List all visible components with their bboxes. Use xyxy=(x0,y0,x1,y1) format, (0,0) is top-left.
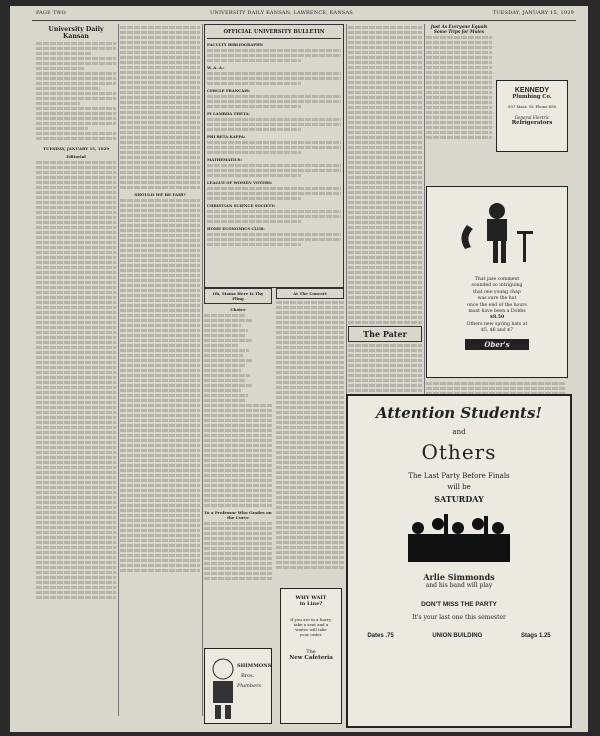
feature-column-right xyxy=(276,288,344,724)
kennedy-address: 937 Mass. St. xyxy=(508,104,535,109)
column-rule xyxy=(118,24,119,716)
bulletin-item-body xyxy=(207,187,341,200)
kennedy-tagline1: General Electric xyxy=(514,115,550,120)
bulletin-item-heading: FACULTY BIBLIOGRAPHY: xyxy=(207,42,264,47)
bulletin-item-body xyxy=(207,118,341,131)
ending-body xyxy=(204,522,272,580)
kennedy-business: Plumbing Co. xyxy=(512,94,552,100)
concert-title: At The Concert xyxy=(293,291,327,296)
feature-title-box xyxy=(204,288,272,304)
attention-others: Others xyxy=(421,440,497,464)
shimmons-trade: Plumbers xyxy=(237,683,262,689)
kennedy-kicker-top: Just As Everyone Equals xyxy=(430,24,488,29)
attention-dates: Dates .75 xyxy=(367,633,394,639)
bulletin-item-body xyxy=(207,233,341,246)
header-rule xyxy=(32,20,576,21)
dobbs-prices: $5, $6 and $7 xyxy=(480,328,513,334)
dobbs-line6: must have been a Dobbs xyxy=(468,309,526,315)
pater-title-box xyxy=(348,326,422,342)
bulletin-item-body xyxy=(207,210,341,223)
bulletin-items xyxy=(207,42,341,246)
shimmons-name: SHIMMONS xyxy=(237,663,272,669)
poem-body xyxy=(204,314,272,507)
newspaper-page xyxy=(10,6,588,732)
bulletin-item-heading: W. A. A.: xyxy=(207,65,225,70)
kennedy-kicker-bottom: Some Trips for Mules xyxy=(433,29,485,34)
cafeteria-line7: The xyxy=(306,649,316,655)
bulletin-item-body xyxy=(207,95,341,108)
column-masthead xyxy=(36,24,116,724)
cafeteria-line5: waiter will take xyxy=(295,627,327,632)
dobbs-line2: sounded so intriguing xyxy=(471,283,523,289)
ending-title: To a Professor Who Grades on the Curve xyxy=(204,510,272,520)
bulletin-item-heading: LEAGUE OF WOMEN VOTERS: xyxy=(207,180,273,185)
masthead-staff-list xyxy=(36,42,116,140)
bulletin-item-body xyxy=(207,49,341,62)
poem-title: Choice xyxy=(230,307,246,312)
page-label: PAGE TWO xyxy=(36,10,66,16)
dobbs-copy xyxy=(427,277,567,335)
shimmons-bros: Bros. xyxy=(241,673,255,679)
attention-sub1: The Last Party Before Finals xyxy=(408,472,510,480)
dobbs-line7: Others new spring hats at xyxy=(466,321,528,327)
editorial-body-bottom xyxy=(120,199,200,572)
kennedy-ad xyxy=(496,80,568,152)
bulletin-item-body xyxy=(207,141,341,154)
section-label: Editorial xyxy=(66,154,86,159)
bulletin-item-heading: CHRISTIAN SCIENCE SOCIETY: xyxy=(207,203,275,208)
running-header xyxy=(10,10,588,20)
dobbs-hat-ad xyxy=(426,186,568,378)
attention-band: Arlie Simmonds xyxy=(423,572,495,582)
bulletin-title: OFFICIAL UNIVERSITY BULLETIN xyxy=(223,29,325,35)
kennedy-name: KENNEDY xyxy=(514,87,550,94)
concert-title-box xyxy=(276,288,344,299)
paper-title: UNIVERSITY DAILY KANSAN, LAWRENCE, KANSAS xyxy=(210,10,353,16)
column-rule xyxy=(202,24,203,716)
shimmons-ad xyxy=(204,648,272,724)
attention-sub2: will be xyxy=(447,483,471,491)
obers-logo: Ober's xyxy=(465,339,529,350)
bulletin-item-heading: PHI BETA KAPPA: xyxy=(207,134,246,139)
attention-and: and xyxy=(452,428,466,436)
cafeteria-line8: New Cafeteria xyxy=(289,655,333,661)
attention-day: SATURDAY xyxy=(434,494,484,504)
attention-slogan2: It's your last one this semester xyxy=(412,614,506,621)
attention-students-ad xyxy=(346,394,572,728)
kennedy-address-row xyxy=(497,104,567,109)
cafeteria-line2: in Line? xyxy=(299,601,323,607)
kennedy-phone: Phone 658 xyxy=(535,104,556,109)
date-line: TUESDAY, JANUARY 15, 1929 xyxy=(492,10,574,16)
cafeteria-line6: your order. xyxy=(299,632,323,637)
dobbs-line3: that one young chap xyxy=(473,289,521,295)
editorial-headline: SHOULD WE BE FAIR? xyxy=(134,192,186,197)
attention-band2: and his band will play xyxy=(425,582,493,589)
dobbs-line1: That jaze comment xyxy=(474,277,520,282)
kennedy-tagline2: Refrigerators xyxy=(511,120,553,126)
editorial-body xyxy=(36,161,116,599)
masthead-date: TUESDAY, JANUARY 15, 1929 xyxy=(43,146,109,151)
official-bulletin xyxy=(204,24,344,288)
bulletin-item-heading: CERCLE FRANCAIS: xyxy=(207,88,251,93)
concert-body xyxy=(276,301,344,569)
saxophonist-illustration xyxy=(427,187,567,273)
cafeteria-line4: take a seat and a xyxy=(293,622,329,627)
feature-title: Oh, Mama Here Is Thy Fling xyxy=(212,291,264,301)
cafeteria-ad xyxy=(280,588,342,724)
feature-column-left xyxy=(204,288,272,724)
column4-body-top xyxy=(348,26,422,324)
pater-title: The Pater xyxy=(363,329,407,339)
attention-slogan: DON'T MISS THE PARTY xyxy=(421,601,497,608)
attention-footer xyxy=(348,633,570,639)
bulletin-item-body xyxy=(207,72,341,85)
attention-headline: Attention Students! xyxy=(375,404,542,422)
bulletin-item-heading: MATHEMATICS: xyxy=(207,157,242,162)
dobbs-price: $8.50 xyxy=(489,315,505,321)
kennedy-text-block xyxy=(426,24,492,184)
dobbs-line4: was sure the hat xyxy=(477,296,517,302)
kennedy-copy xyxy=(426,36,492,139)
bulletin-item-body xyxy=(207,164,341,177)
bulletin-item-heading: HOME ECONOMICS CLUB: xyxy=(207,226,265,231)
cafeteria-line1: WHY WAIT xyxy=(295,595,327,601)
bulletin-item-heading: PI LAMBDA THETA: xyxy=(207,111,250,116)
column-bulletin xyxy=(204,24,344,724)
band-silhouette xyxy=(404,510,514,566)
attention-venue: UNION BUILDING xyxy=(432,633,483,639)
cafeteria-line3: If you are in a hurry, xyxy=(290,617,332,622)
masthead-title: University Daily Kansan xyxy=(48,26,104,40)
dobbs-line5: once the end of the hours xyxy=(467,302,527,308)
editorial-body-top xyxy=(120,26,200,189)
column-editorial xyxy=(120,24,200,724)
attention-stags: Stags 1.25 xyxy=(520,633,551,639)
